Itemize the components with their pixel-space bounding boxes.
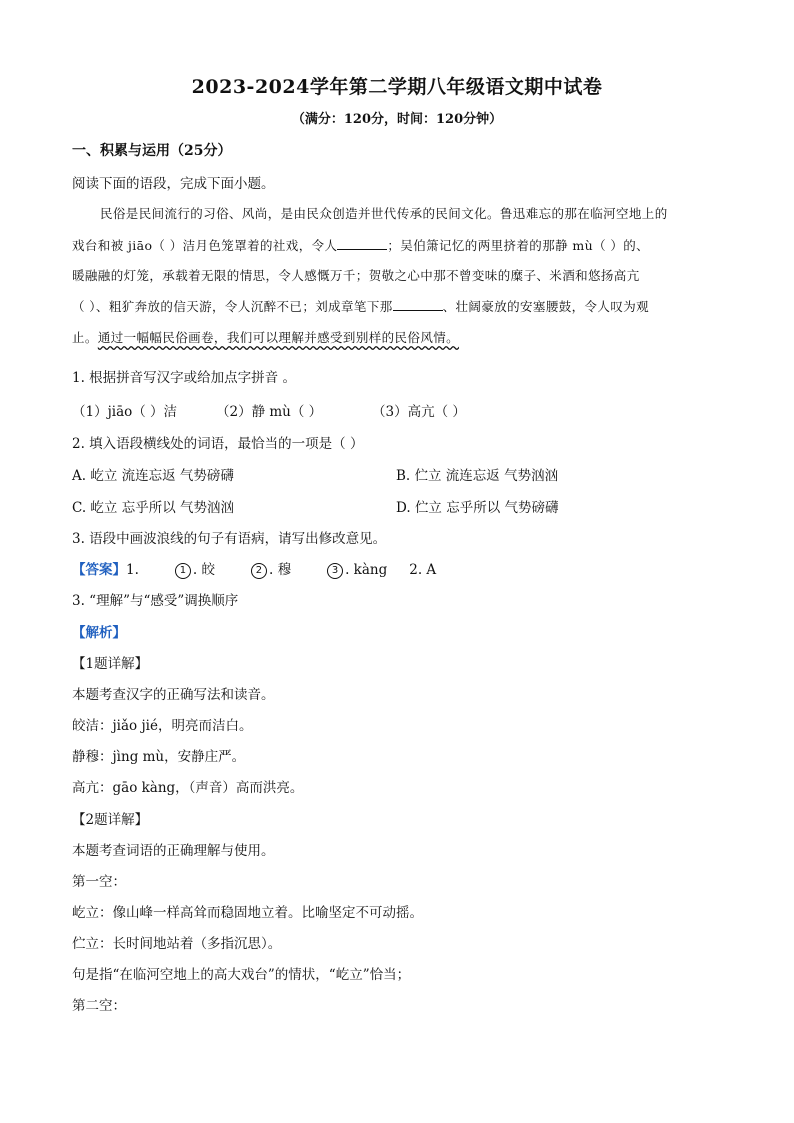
q2-option-a: A. 屹立 流连忘返 气势磅礴 [72,468,234,484]
detail-1-line-3: 静穆：jìng mù，安静庄严。 [72,749,246,765]
q1-item-2: （2）静 mù（ ） [216,404,323,420]
answer-q2: 2. A [409,562,437,578]
detail-2-line-2: 第一空： [72,874,126,890]
q1-item-1: （1）jiāo（ ）洁 [72,404,178,420]
question-2: 2. 填入语段横线处的词语，最恰当的一项是（ ） [72,436,364,452]
question-3: 3. 语段中画波浪线的句子有语病，请写出修改意见。 [72,531,387,547]
q2-option-d: D. 伫立 忘乎所以 气势磅礴 [396,500,559,516]
answer-q1-3: . kàng [345,562,388,578]
answer-tag: 【答案】 [72,562,126,578]
q2-option-c: C. 屹立 忘乎所以 气势汹汹 [72,500,235,516]
fill-blank-1 [337,237,387,250]
circled-number-2: 2 [251,563,267,579]
passage-intro: 阅读下面的语段，完成下面小题。 [72,176,275,192]
q1-item-3: （3）高亢（ ） [372,404,466,420]
circled-number-1: 1 [175,563,191,579]
passage-text: ；吴伯箫记忆的两里挤着的那静 mù（ ）的、 [387,238,650,253]
detail-2-line-6: 第二空： [72,998,126,1014]
passage-text: 止。 [72,330,98,345]
detail-1-line-1: 本题考查汉字的正确写法和读音。 [72,687,275,703]
answer-line [72,558,436,579]
analysis-tag: 【解析】 [72,625,126,641]
passage-line-1: 民俗是民间流行的习俗、风尚，是由民众创造并世代传承的民间文化。鲁迅难忘的那在临河空地上的 [100,206,668,221]
passage-line-4 [72,297,649,315]
page-title: 2023-2024学年第二学期八年级语文期中试卷 [191,76,603,98]
detail-1-line-2: 皎洁：jiǎo jié，明亮而洁白。 [72,718,253,734]
detail-1-line-4: 高亢：gāo kàng，（声音）高而洪亮。 [72,780,304,796]
passage-line-3: 暖融融的灯笼，承载着无限的情思，令人感慨万千；贺敬之心中那不曾变味的糜子、米酒和悠扬高亢 [72,268,640,283]
passage-text: （ ）、粗犷奔放的信天游，令人沉醉不已；刘成章笔下那 [72,299,393,314]
answer-q1-2: . 穆 [268,562,292,578]
circled-number-3: 3 [327,563,343,579]
passage-text: 、壮阔豪放的安塞腰鼓，令人叹为观 [442,299,650,314]
wavy-underlined-sentence: 通过一幅幅民俗画卷，我们可以理解并感受到别样的民俗风情。 [97,330,460,345]
passage-line-2 [72,236,649,254]
detail-2-line-1: 本题考查词语的正确理解与使用。 [72,843,275,859]
passage-line-5 [72,328,459,346]
detail-2-line-5: 句是指“在临河空地上的高大戏台”的情状，“屹立”恰当； [72,967,411,983]
passage-text: 戏台和被 jiāo（ ）洁月色笼罩着的社戏，令人 [72,238,338,253]
section-heading: 一、积累与运用（25分） [72,143,232,159]
detail-2-line-4: 伫立：长时间地站着（多指沉思）。 [72,936,282,952]
detail-2-heading: 【2题详解】 [72,812,149,828]
detail-2-line-3: 屹立：像山峰一样高耸而稳固地立着。比喻坚定不可动摇。 [72,905,423,921]
question-1: 1. 根据拼音写汉字或给加点字拼音 。 [72,370,296,386]
answer-q1-label: 1. [126,562,139,578]
detail-1-heading: 【1题详解】 [72,656,149,672]
q2-option-b: B. 伫立 流连忘返 气势汹汹 [396,468,559,484]
answer-q1-1: . 皎 [192,562,215,578]
page-subtitle: （满分：120分，时间：120分钟） [291,112,503,127]
answer-q3: 3. “理解”与“感受”调换顺序 [72,593,239,609]
fill-blank-2 [393,298,443,311]
